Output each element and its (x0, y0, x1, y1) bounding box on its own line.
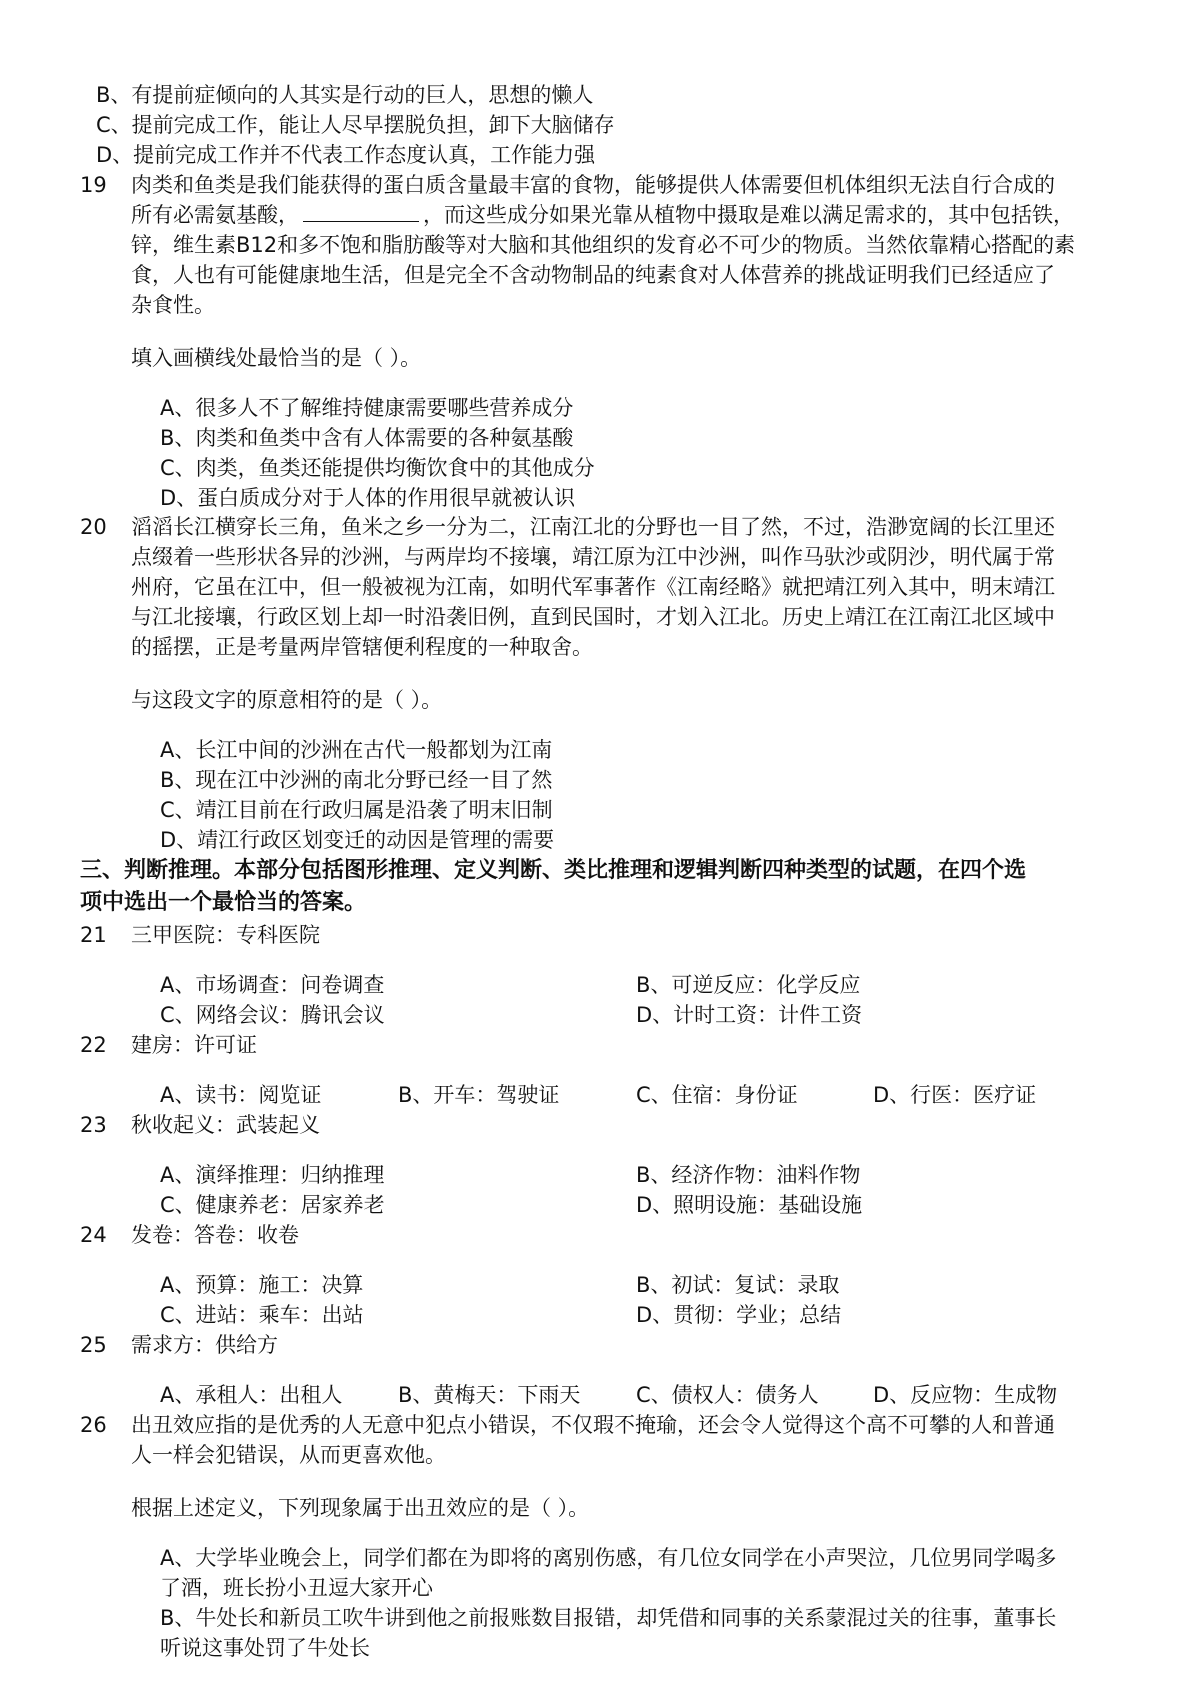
q19-passage-text: 所有必需氨基酸， (131, 203, 299, 227)
q20-passage-line: 点缀着一些形状各异的沙洲，与两岸均不接壤，靖江原为江中沙洲，叫作马驮沙或阴沙，明代属于常 (131, 545, 1055, 569)
question-number: 26 (80, 1413, 107, 1437)
q20-option-c: C、靖江目前在行政归属是沿袭了明末旧制 (160, 798, 553, 822)
q26-passage-line: 出丑效应指的是优秀的人无意中犯点小错误，不仅瑕不掩瑜，还会令人觉得这个高不可攀的人和普通 (131, 1413, 1055, 1437)
question-number: 24 (80, 1223, 107, 1247)
q19-option-c: C、肉类，鱼类还能提供均衡饮食中的其他成分 (160, 456, 595, 480)
q18-option-b: B、有提前症倾向的人其实是行动的巨人，思想的懒人 (96, 83, 594, 107)
q25-option-b: B、黄梅天：下雨天 (398, 1383, 581, 1407)
q23-option-a: A、演绎推理：归纳推理 (160, 1163, 385, 1187)
fill-blank-line (303, 201, 419, 222)
q23-option-d: D、照明设施：基础设施 (636, 1193, 863, 1217)
q20-option-d: D、靖江行政区划变迁的动因是管理的需要 (160, 828, 555, 852)
q24-option-d: D、贯彻：学业；总结 (636, 1303, 842, 1327)
q22-option-a: A、读书：阅览证 (160, 1083, 322, 1107)
q22-option-c: C、住宿：身份证 (636, 1083, 798, 1107)
q23-option-b: B、经济作物：油料作物 (636, 1163, 861, 1187)
q23-option-c: C、健康养老：居家养老 (160, 1193, 385, 1217)
q24-option-a: A、预算：施工：决算 (160, 1273, 364, 1297)
q21-option-c: C、网络会议：腾讯会议 (160, 1003, 385, 1027)
q18-option-c: C、提前完成工作，能让人尽早摆脱负担，卸下大脑储存 (96, 113, 615, 137)
q21-stem: 三甲医院：专科医院 (131, 923, 320, 947)
q19-passage-line: 锌，维生素B12和多不饱和脂肪酸等对大脑和其他组织的发育必不可少的物质。当然依靠精心搭配的素 (131, 233, 1076, 257)
question-number: 19 (80, 173, 107, 197)
question-number: 25 (80, 1333, 107, 1357)
question-number: 21 (80, 923, 107, 947)
q20-prompt: 与这段文字的原意相符的是（ ）。 (131, 688, 443, 712)
q26-prompt: 根据上述定义，下列现象属于出丑效应的是（ ）。 (131, 1496, 590, 1520)
q23-stem: 秋收起义：武装起义 (131, 1113, 320, 1137)
q20-option-b: B、现在江中沙洲的南北分野已经一目了然 (160, 768, 553, 792)
q22-option-d: D、行医：医疗证 (873, 1083, 1037, 1107)
q19-prompt: 填入画横线处最恰当的是（ ）。 (131, 346, 422, 370)
q21-option-b: B、可逆反应：化学反应 (636, 973, 861, 997)
q20-passage-line: 滔滔长江横穿长三角，鱼米之乡一分为二，江南江北的分野也一目了然，不过，浩渺宽阔的长江里还 (131, 515, 1055, 539)
q18-option-d: D、提前完成工作并不代表工作态度认真，工作能力强 (96, 143, 596, 167)
q26-passage-line: 人一样会犯错误，从而更喜欢他。 (131, 1443, 446, 1467)
question-number: 23 (80, 1113, 107, 1137)
q19-option-d: D、蛋白质成分对于人体的作用很早就被认识 (160, 486, 576, 510)
q25-option-a: A、承租人：出租人 (160, 1383, 343, 1407)
q19-option-a: A、很多人不了解维持健康需要哪些营养成分 (160, 396, 574, 420)
section-heading: 项中选出一个最恰当的答案。 (80, 890, 367, 915)
question-number: 22 (80, 1033, 107, 1057)
q25-stem: 需求方：供给方 (131, 1333, 278, 1357)
section-heading: 三、判断推理。本部分包括图形推理、定义判断、类比推理和逻辑判断四种类型的试题，在四个选 (80, 858, 1027, 883)
q19-option-b: B、肉类和鱼类中含有人体需要的各种氨基酸 (160, 426, 574, 450)
q24-stem: 发卷：答卷：收卷 (131, 1223, 299, 1247)
q21-option-a: A、市场调查：问卷调查 (160, 973, 385, 997)
q26-option-b-cont: 听说这事处罚了牛处长 (160, 1636, 370, 1660)
q21-option-d: D、计时工资：计件工资 (636, 1003, 863, 1027)
q24-option-b: B、初试：复试：录取 (636, 1273, 840, 1297)
q20-passage-line: 与江北接壤，行政区划上却一时沿袭旧例，直到民国时，才划入江北。历史上靖江在江南江北区域中 (131, 605, 1055, 629)
q19-passage-line: 食，人也有可能健康地生活，但是完全不含动物制品的纯素食对人体营养的挑战证明我们已经适应了 (131, 263, 1055, 287)
q25-option-c: C、债权人：债务人 (636, 1383, 819, 1407)
q26-option-a: A、大学毕业晚会上，同学们都在为即将的离别伤感，有几位女同学在小声哭泣，几位男同学喝多 (160, 1546, 1057, 1570)
q19-passage-line: 杂食性。 (131, 293, 215, 317)
q20-option-a: A、长江中间的沙洲在古代一般都划为江南 (160, 738, 553, 762)
q26-option-a-cont: 了酒，班长扮小丑逗大家开心 (160, 1576, 433, 1600)
q19-passage-text: ，而这些成分如果光靠从植物中摄取是难以满足需求的，其中包括铁， (423, 203, 1074, 227)
q19-passage-line (131, 200, 1074, 230)
q20-passage-line: 州府，它虽在江中，但一般被视为江南，如明代军事著作《江南经略》就把靖江列入其中，明末靖江 (131, 575, 1055, 599)
q24-option-c: C、进站：乘车：出站 (160, 1303, 364, 1327)
q22-option-b: B、开车：驾驶证 (398, 1083, 560, 1107)
q22-stem: 建房：许可证 (131, 1033, 257, 1057)
q25-option-d: D、反应物：生成物 (873, 1383, 1058, 1407)
q19-passage-line: 肉类和鱼类是我们能获得的蛋白质含量最丰富的食物，能够提供人体需要但机体组织无法自行合成的 (131, 173, 1055, 197)
q26-option-b: B、牛处长和新员工吹牛讲到他之前报账数目报错，却凭借和同事的关系蒙混过关的往事，董事长 (160, 1606, 1057, 1630)
q20-passage-line: 的摇摆，正是考量两岸管辖便利程度的一种取舍。 (131, 635, 593, 659)
question-number: 20 (80, 515, 107, 539)
